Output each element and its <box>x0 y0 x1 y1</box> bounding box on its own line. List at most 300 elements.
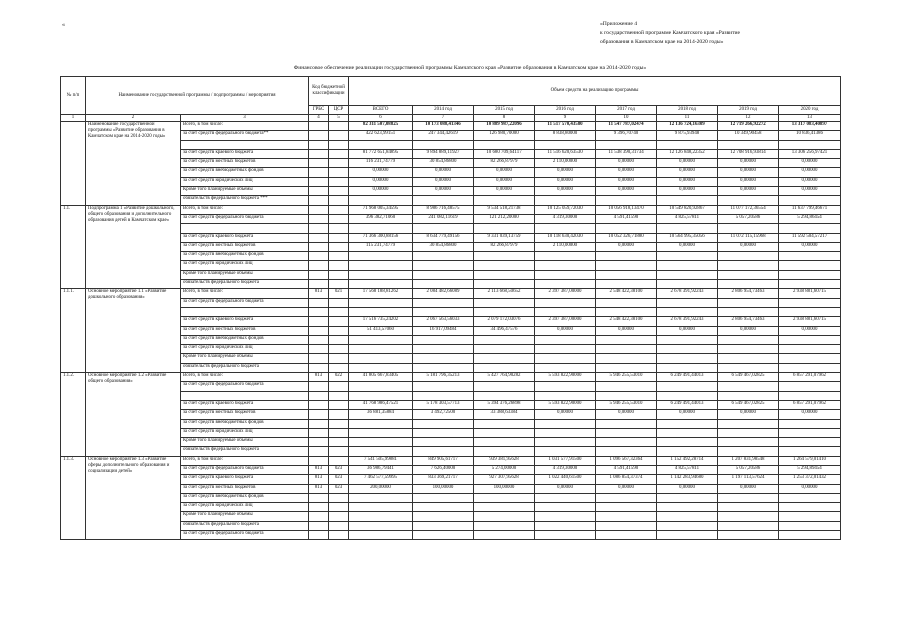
grbs-code <box>309 456 329 465</box>
year-value: 0,00000 <box>413 187 474 196</box>
csr-code <box>329 382 349 391</box>
total-value: 81 772 651,84895 <box>349 149 413 158</box>
year-value <box>596 270 657 279</box>
year-value <box>657 428 718 437</box>
year-value <box>779 531 841 540</box>
year-value <box>779 224 841 233</box>
csr-code <box>329 252 349 261</box>
col-number: 8 <box>474 115 535 122</box>
csr-code <box>329 307 349 316</box>
year-value: 5 178 303,57713 <box>413 400 474 409</box>
year-value: 2 079 172,03076 <box>474 317 535 326</box>
csr-code <box>329 428 349 437</box>
csr-code <box>329 521 349 530</box>
year-value: 4 825,57811 <box>657 214 718 223</box>
grbs-code <box>309 410 329 419</box>
program-name: Наименование государственной программы «Развитие образования в Камчатском крае на 2014-2020 годы» <box>86 122 181 206</box>
year-value <box>413 196 474 205</box>
year-value: 0,00000 <box>718 177 779 186</box>
csr-code <box>329 493 349 502</box>
year-value <box>779 298 841 307</box>
year-value: 82 266,87979 <box>474 242 535 251</box>
funding-source: за счет средств внебюджетных фондов <box>181 419 309 428</box>
col-number: 1 <box>61 115 86 122</box>
grbs-code <box>309 233 329 242</box>
year-value <box>474 438 535 447</box>
year-value <box>535 382 596 391</box>
funding-source: Кроме того планируемые объемы <box>181 354 309 363</box>
grbs-code <box>309 391 329 400</box>
year-value: 0,00000 <box>413 168 474 177</box>
year-value <box>474 512 535 521</box>
year-value: 1 207 831,98548 <box>718 456 779 465</box>
corner-mark: « <box>62 22 65 28</box>
year-value <box>718 224 779 233</box>
year-value <box>718 307 779 316</box>
funding-source: за счет средств местных бюджетов <box>181 326 309 335</box>
header-grbs: ГРБС <box>309 106 329 115</box>
year-value <box>596 224 657 233</box>
year-value: 2 806 954,73463 <box>718 289 779 298</box>
year-value: 0,00000 <box>535 326 596 335</box>
year-value <box>535 224 596 233</box>
table-row <box>61 122 841 131</box>
total-value: 115 231,74779 <box>349 242 413 251</box>
year-value <box>413 382 474 391</box>
total-value: 41 805 667,83405 <box>349 373 413 382</box>
year-value: 8 838,80000 <box>535 131 596 140</box>
year-value: 0,00000 <box>779 177 841 186</box>
year-value: 7 626,40000 <box>413 465 474 474</box>
csr-code <box>329 214 349 223</box>
funding-source <box>181 307 309 316</box>
year-value <box>413 307 474 316</box>
year-value <box>657 382 718 391</box>
year-value <box>413 391 474 400</box>
year-value <box>535 280 596 289</box>
year-value: 5 181 796,35213 <box>413 373 474 382</box>
year-value <box>779 354 841 363</box>
year-value: 0,00000 <box>779 168 841 177</box>
col-number: 7 <box>413 115 474 122</box>
year-value: 10 889 987,22096 <box>474 122 535 131</box>
year-value <box>474 419 535 428</box>
year-value <box>413 224 474 233</box>
year-value: 11 592 504,57217 <box>779 233 841 242</box>
csr-code <box>329 224 349 233</box>
total-value <box>349 224 413 233</box>
year-value: 10 118 630,42030 <box>535 233 596 242</box>
appendix-header <box>600 20 840 47</box>
document-title: Финансовое обеспечение реализации государственной программы Камчатского края «Развитие образования в Камчатском крае на 2014-2020 годы» <box>293 65 647 71</box>
row-number <box>61 122 86 206</box>
year-value <box>718 196 779 205</box>
total-value <box>349 252 413 261</box>
funding-source: обязательств федерального бюджета <box>181 447 309 456</box>
year-value: 0,00000 <box>535 168 596 177</box>
year-value <box>474 363 535 372</box>
year-value <box>657 335 718 344</box>
year-value: 4 319,30000 <box>535 465 596 474</box>
year-value <box>657 493 718 502</box>
total-value <box>349 345 413 354</box>
program-name: Подпрограмма 1 «Развитие дошкольного, общего образования и дополнительного образования детей в Камчатском крае» <box>86 205 181 289</box>
grbs-code <box>309 400 329 409</box>
year-value: 2 548 422,38100 <box>596 289 657 298</box>
csr-code: 023 <box>329 465 349 474</box>
year-value <box>535 503 596 512</box>
grbs-code: 813 <box>309 289 329 298</box>
year-value: 2 397 387,00000 <box>535 289 596 298</box>
funding-source: за счет средств федерального бюджета** <box>181 131 309 140</box>
year-value <box>657 252 718 261</box>
total-value <box>349 531 413 540</box>
funding-source: за счет средств юридических лиц <box>181 428 309 437</box>
year-value <box>657 363 718 372</box>
grbs-code <box>309 345 329 354</box>
funding-source: Кроме того планируемые объемы <box>181 187 309 196</box>
year-value <box>535 493 596 502</box>
year-value <box>779 493 841 502</box>
year-value: 939 381,95628 <box>474 456 535 465</box>
grbs-code <box>309 214 329 223</box>
year-value <box>779 140 841 149</box>
year-value <box>535 363 596 372</box>
year-value <box>413 270 474 279</box>
year-value <box>596 196 657 205</box>
csr-code <box>329 456 349 465</box>
year-value <box>657 531 718 540</box>
year-value: 0,00000 <box>596 242 657 251</box>
year-value: 1 264 579,01410 <box>779 456 841 465</box>
year-value: 0,00000 <box>718 484 779 493</box>
year-value: 2 113 668,50652 <box>474 289 535 298</box>
year-value: 1 031 577,91500 <box>535 456 596 465</box>
year-value <box>779 503 841 512</box>
year-value: 1 096 567,32364 <box>596 456 657 465</box>
funding-source: за счет средств внебюджетных фондов <box>181 252 309 261</box>
grbs-code: 813 <box>309 373 329 382</box>
year-value: 1 152 492,28714 <box>657 456 718 465</box>
year-value: 5 946 255,53010 <box>596 400 657 409</box>
year-value <box>718 447 779 456</box>
program-name: Основное мероприятие 1.1 «Развитие дошкольного образования» <box>86 289 181 373</box>
year-value: 0,00000 <box>596 326 657 335</box>
year-value: 0,00000 <box>413 177 474 186</box>
year-value <box>413 438 474 447</box>
csr-code <box>329 242 349 251</box>
grbs-code <box>309 242 329 251</box>
year-value: 10 052 326,71880 <box>596 233 657 242</box>
year-value: 4 591,41590 <box>596 465 657 474</box>
table-row <box>61 289 841 298</box>
funding-source: за счет средств местных бюджетов <box>181 159 309 168</box>
year-value: 11 547 787,02474 <box>596 122 657 131</box>
total-value <box>349 261 413 270</box>
year-value <box>535 140 596 149</box>
year-value <box>535 391 596 400</box>
year-value <box>535 270 596 279</box>
table-row <box>61 373 841 382</box>
grbs-code <box>309 363 329 372</box>
col-number: 12 <box>718 115 779 122</box>
year-value <box>474 354 535 363</box>
year-value <box>474 280 535 289</box>
header-year: 2019 год <box>718 106 779 115</box>
year-value: 2 084 482,66089 <box>413 289 474 298</box>
total-value: 200,00000 <box>349 484 413 493</box>
year-value <box>535 428 596 437</box>
total-value <box>349 196 413 205</box>
year-value: 5 427 764,90282 <box>474 373 535 382</box>
year-value <box>657 354 718 363</box>
year-value <box>474 345 535 354</box>
grbs-code <box>309 428 329 437</box>
col-number: 10 <box>596 115 657 122</box>
year-value: 2 548 422,38100 <box>596 317 657 326</box>
csr-code <box>329 400 349 409</box>
grbs-code <box>309 521 329 530</box>
total-value: 71 366 300,88156 <box>349 233 413 242</box>
year-value <box>474 224 535 233</box>
year-value <box>718 391 779 400</box>
year-value <box>657 391 718 400</box>
grbs-code <box>309 447 329 456</box>
year-value <box>474 270 535 279</box>
year-value <box>535 531 596 540</box>
year-value <box>718 438 779 447</box>
year-value: 0,00000 <box>718 326 779 335</box>
grbs-code <box>309 252 329 261</box>
year-value <box>718 270 779 279</box>
year-value <box>779 438 841 447</box>
csr-code <box>329 177 349 186</box>
csr-code: 023 <box>329 484 349 493</box>
grbs-code <box>309 326 329 335</box>
year-value: 5 394 376,26898 <box>474 400 535 409</box>
year-value: 1 253 372,01432 <box>779 475 841 484</box>
year-value: 11 637 799,46671 <box>779 205 841 214</box>
funding-source <box>181 224 309 233</box>
year-value: 0,00000 <box>779 484 841 493</box>
year-value: 82 266,87979 <box>474 159 535 168</box>
year-value: 1 197 113,57624 <box>718 475 779 484</box>
year-value: 0,00000 <box>779 242 841 251</box>
year-value <box>657 280 718 289</box>
year-value <box>779 391 841 400</box>
year-value <box>535 354 596 363</box>
csr-code <box>329 345 349 354</box>
col-number: 9 <box>535 115 596 122</box>
year-value <box>779 280 841 289</box>
grbs-code <box>309 159 329 168</box>
funding-source: Кроме того планируемые объемы <box>181 270 309 279</box>
funding-source: обязательств федерального бюджета <box>181 363 309 372</box>
year-value: 33 388,63384 <box>474 410 535 419</box>
header-year: 2015 год <box>474 106 535 115</box>
row-number: 1.1.1. <box>61 289 86 373</box>
csr-code <box>329 531 349 540</box>
total-value <box>349 298 413 307</box>
funding-source: Всего, в том числе: <box>181 122 309 131</box>
csr-code <box>329 168 349 177</box>
csr-code <box>329 447 349 456</box>
grbs-code <box>309 122 329 131</box>
total-value: 7 462 577,59995 <box>349 475 413 484</box>
total-value <box>349 307 413 316</box>
csr-code: 022 <box>329 373 349 382</box>
csr-code <box>329 140 349 149</box>
table-row <box>61 205 841 214</box>
year-value: 10 349,90458 <box>718 131 779 140</box>
year-value: 12 136 724,16309 <box>657 122 718 131</box>
year-value: 100,00000 <box>413 484 474 493</box>
csr-code <box>329 335 349 344</box>
funding-source: за счет средств федерального бюджета <box>181 531 309 540</box>
year-value: 5 294,89454 <box>779 465 841 474</box>
grbs-code <box>309 493 329 502</box>
total-value: 0,00000 <box>349 168 413 177</box>
year-value <box>596 354 657 363</box>
csr-code <box>329 233 349 242</box>
year-value: 6 249 491,44013 <box>657 373 718 382</box>
grbs-code <box>309 307 329 316</box>
year-value: 12 719 266,92272 <box>718 122 779 131</box>
year-value: 8 634 779,49156 <box>413 233 474 242</box>
grbs-code <box>309 335 329 344</box>
csr-code <box>329 326 349 335</box>
year-value: 34 496,47576 <box>474 326 535 335</box>
total-value <box>349 493 413 502</box>
col-number: 6 <box>349 115 413 122</box>
year-value <box>779 363 841 372</box>
year-value: 0,00000 <box>718 159 779 168</box>
year-value <box>413 419 474 428</box>
total-value: 51 413,57060 <box>349 326 413 335</box>
year-value: 0,00000 <box>535 410 596 419</box>
year-value: 12 126 848,22352 <box>657 149 718 158</box>
year-value <box>474 447 535 456</box>
year-value <box>596 307 657 316</box>
program-name: Основное мероприятие 1.2 «Развитие общего образования» <box>86 373 181 457</box>
total-value: 82 311 507,08825 <box>349 122 413 131</box>
year-value: 1 142 283,94680 <box>657 475 718 484</box>
funding-source: Всего, в том числе: <box>181 456 309 465</box>
year-value <box>474 391 535 400</box>
year-value <box>535 252 596 261</box>
grbs-code <box>309 503 329 512</box>
year-value <box>657 307 718 316</box>
csr-code: 021 <box>329 289 349 298</box>
year-value <box>413 252 474 261</box>
total-value <box>349 140 413 149</box>
year-value <box>474 298 535 307</box>
year-value <box>779 512 841 521</box>
csr-code <box>329 187 349 196</box>
csr-code: 023 <box>329 475 349 484</box>
year-value: 10 125 059,72030 <box>535 205 596 214</box>
year-value: 2 806 954,73463 <box>718 317 779 326</box>
year-value <box>718 354 779 363</box>
year-value: 9 331 039,13759 <box>474 233 535 242</box>
year-value <box>657 503 718 512</box>
funding-source: за счет средств внебюджетных фондов <box>181 335 309 344</box>
year-value: 2 938 881,60715 <box>779 289 841 298</box>
year-value: 6 549 467,02825 <box>718 373 779 382</box>
year-value <box>474 428 535 437</box>
year-value <box>596 280 657 289</box>
year-value <box>596 447 657 456</box>
year-value <box>596 438 657 447</box>
grbs-code <box>309 531 329 540</box>
year-value: 4 825,57811 <box>657 465 718 474</box>
year-value <box>596 335 657 344</box>
year-value <box>596 493 657 502</box>
funding-source: за счет средств местных бюджетов <box>181 242 309 251</box>
year-value: 121 212,20000 <box>474 214 535 223</box>
col-number: 11 <box>657 115 718 122</box>
year-value: 10 173 088,41346 <box>413 122 474 131</box>
year-value: 0,00000 <box>535 484 596 493</box>
year-value <box>535 521 596 530</box>
year-value <box>596 391 657 400</box>
year-value <box>779 521 841 530</box>
funding-source: обязательств федерального бюджета *** <box>181 196 309 205</box>
total-value: 7 541 505,99881 <box>349 456 413 465</box>
year-value: 16 917,09484 <box>413 326 474 335</box>
year-value: 1 022 440,61500 <box>535 475 596 484</box>
funding-source <box>181 391 309 400</box>
grbs-code <box>309 196 329 205</box>
funding-source: за счет средств краевого бюджета <box>181 317 309 326</box>
header-year: 2020 год <box>779 106 841 115</box>
year-value <box>779 382 841 391</box>
year-value <box>413 512 474 521</box>
year-value: 30 854,86800 <box>413 159 474 168</box>
year-value: 5 057,20586 <box>718 214 779 223</box>
year-value <box>535 307 596 316</box>
year-value <box>657 438 718 447</box>
col-number: 13 <box>779 115 841 122</box>
year-value: 0,00000 <box>779 326 841 335</box>
funding-source: Всего, в том числе: <box>181 289 309 298</box>
csr-code <box>329 159 349 168</box>
year-value <box>535 345 596 354</box>
total-value: 36 986,79441 <box>349 465 413 474</box>
year-value: 10 549 820,92867 <box>657 205 718 214</box>
year-value: 9 894 889,11927 <box>413 149 474 158</box>
year-value <box>657 447 718 456</box>
year-value <box>474 493 535 502</box>
year-value <box>596 298 657 307</box>
year-value: 12 708 916,93814 <box>718 149 779 158</box>
funding-source: за счет средств краевого бюджета <box>181 400 309 409</box>
year-value <box>535 196 596 205</box>
funding-source: за счет средств внебюджетных фондов <box>181 168 309 177</box>
csr-code <box>329 270 349 279</box>
csr-code <box>329 363 349 372</box>
year-value: 4 319,30000 <box>535 214 596 223</box>
grbs-code: 813 <box>309 475 329 484</box>
year-value: 0,00000 <box>718 168 779 177</box>
grbs-code <box>309 224 329 233</box>
year-value: 2 110,00000 <box>535 242 596 251</box>
year-value <box>474 261 535 270</box>
total-value <box>349 521 413 530</box>
year-value: 0,00000 <box>535 177 596 186</box>
total-value <box>349 363 413 372</box>
table-row <box>61 456 841 465</box>
